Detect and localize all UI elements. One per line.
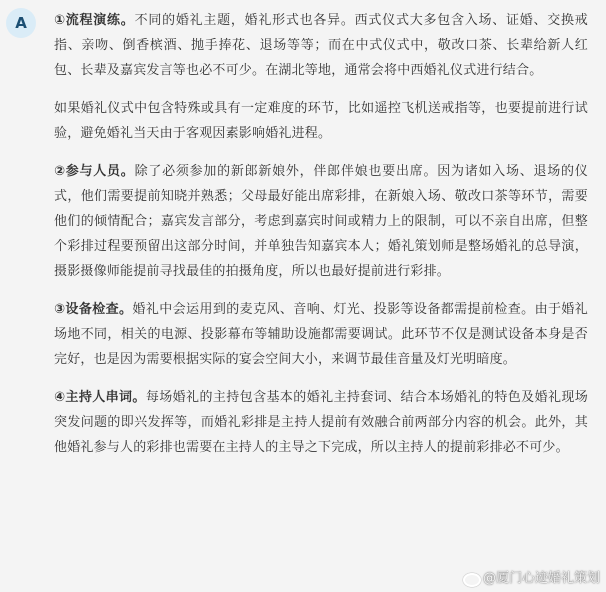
paragraph-process xyxy=(54,8,588,83)
paragraph-body: 如果婚礼仪式中包含特殊或具有一定难度的环节，比如遥控飞机送戒指等，也要提前进行试验，避免婚礼当天由于客观因素影响婚礼进程。 xyxy=(54,101,588,141)
paragraph-heading: ①流程演练。 xyxy=(54,13,135,28)
paragraph-body: 每场婚礼的主持包含基本的婚礼主持套词、结合本场婚礼的特色及婚礼现场突发问题的即兴发挥等，而婚礼彩排是主持人提前有效融合前两部分内容的机会。此外，其他婚礼参与人的彩排也需要在主持人的主导之下完成，所以主持人的提前彩排必不可少。 xyxy=(54,390,588,455)
paragraph-heading: ④主持人串词。 xyxy=(54,390,146,405)
paragraph-body: 婚礼中会运用到的麦克风、音响、灯光、投影等设备都需提前检查。由于婚礼场地不同，相关的电源、投影幕布等辅助设施都需要调试。此环节不仅是测试设备本身是否完好，也是因为需要根据实际的宴会空间大小，来调节最佳音量及灯光明暗度。 xyxy=(54,302,588,367)
paragraph-heading: ②参与人员。 xyxy=(54,164,135,179)
watermark-text: @厦门心迹婚礼策划 xyxy=(482,571,600,586)
paragraph-body: 不同的婚礼主题，婚礼形式也各异。西式仪式大多包含入场、证婚、交换戒指、亲吻、倒香槟酒、抛手捧花、退场等等；而在中式仪式中，敬改口茶、长辈给新人红包、长辈及嘉宾发言等也必不可少。在湖北等地，通常会将中西婚礼仪式进行结合。 xyxy=(54,13,588,78)
paragraph-equipment xyxy=(54,297,588,372)
article-content xyxy=(54,8,588,473)
paragraph-participants xyxy=(54,159,588,284)
paragraph-body: 除了必须参加的新郎新娘外，伴郎伴娘也要出席。因为诸如入场、退场的仪式，他们需要提前知晓并熟悉；父母最好能出席彩排，在新娘入场、敬改口茶等环节，需要他们的倾情配合；嘉宾发言部分，考虑到嘉宾时间或精力上的限制，可以不亲自出席，但整个彩排过程要预留出这部分时间，并单独告知嘉宾本人；婚礼策划师是整场婚礼的总导演，摄影摄像师能提前寻找最佳的拍摄角度，所以也最好提前进行彩排。 xyxy=(54,164,588,279)
paragraph-special-steps xyxy=(54,96,588,146)
paragraph-heading: ③设备检查。 xyxy=(54,302,133,317)
paragraph-host xyxy=(54,385,588,460)
section-badge: A xyxy=(6,8,36,38)
weibo-watermark xyxy=(462,567,600,586)
weibo-icon xyxy=(462,570,480,584)
